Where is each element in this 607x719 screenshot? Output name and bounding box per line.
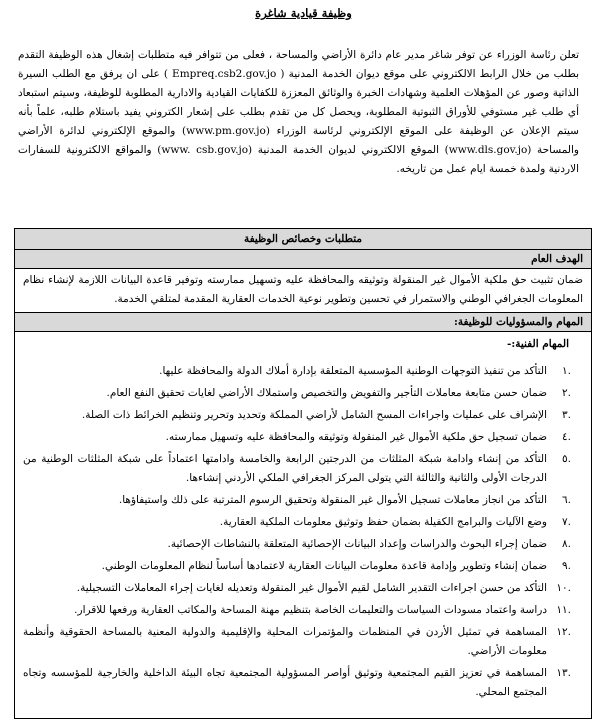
- task-item: [23, 601, 583, 620]
- task-text: التأكد من تنفيذ التوجهات الوطنية المؤسسية المتعلقة بإدارة أملاك الدولة والمحافظة عليها.: [159, 365, 547, 377]
- task-number: .٨: [562, 538, 571, 550]
- task-number: .٢: [562, 387, 571, 399]
- task-text: المساهمة في تعزيز القيم المجتمعية وتوثيق أواصر المسؤولية المجتمعية تجاه البيئة الداخلية والخارجية للمؤسسه وتجاه المجتمع المحلي.: [23, 667, 547, 698]
- task-item: [23, 579, 583, 598]
- task-number: .١١: [556, 604, 571, 616]
- task-number: .٧: [562, 516, 571, 528]
- task-text: ضمان تسجيل حق ملكية الأموال غير المنقولة وتوثيقه والمحافظة عليه وتسهيل ممارسته.: [165, 431, 547, 443]
- requirements-table: [14, 228, 592, 719]
- task-number: .٣: [562, 409, 571, 421]
- task-item: [23, 450, 583, 488]
- task-number: .١: [562, 365, 571, 377]
- task-number: .٤: [562, 431, 571, 443]
- general-goal-label: الهدف العام: [15, 250, 591, 269]
- task-number: .٩: [562, 560, 571, 572]
- task-item: [23, 406, 583, 425]
- task-text: ضمان إجراء البحوث والدراسات وإعداد البيانات الإحصائية المتعلقة بالنشاطات الإحصائية.: [167, 538, 547, 550]
- task-list: [23, 362, 583, 702]
- task-text: المساهمة في تمثيل الأردن في المنظمات والمؤتمرات المحلية والإقليمية والدولية المعنية بالمساحة الحقوقية وأنظمة معلومات الأراضي.: [23, 626, 547, 657]
- task-number: .١٣: [556, 667, 571, 679]
- task-text: ضمان إنشاء وتطوير وإدامة قاعدة معلومات البيانات العقارية لاعتمادها أساساً لنظام المعلومات الوطني.: [101, 560, 547, 572]
- task-text: التأكد من إنشاء وادامة شبكة المثلثات من الدرجتين الرابعة والخامسة وادامتها اعتماداً على شبكة المثلثات الوطنية من الدرجات الأولى والثانية والثالثة التي يتولى المركز الجغرافي الملكي الأردني إنشاءها.: [23, 453, 547, 484]
- announcement-paragraph: تعلن رئاسة الوزراء عن توفر شاغر مدير عام دائرة الأراضي والمساحة ، فعلى من تتوافر فيه متطلبات إشغال هذه الوظيفة التقدم بطلب من خلال الرابط الالكتروني على موقع ديوان الخدمة المدنية ( Empreq.csb2.gov.jo ) على ان يرفق مع الطلب السيرة الذاتية وصور عن المؤهلات العلمية وشهادات الخبرة والوثائق المعززة للكفايات القيادية والادارية المطلوبة للوظيفة، وسيتم استبعاد أي طلب غير مستوفي للأوراق الثبوتية المطلوبة، ويحصل كل من تقدم بطلب على إشعار الكتروني يفيد باستلام طلبه، علماً بأنه سيتم الإعلان عن الوظيفة على الموقع الإلكتروني لرئاسة الوزراء (www.pm.gov.jo) والموقع الإلكتروني لدائرة الأراضي والمساحة (www.dls.gov.jo) الموقع الالكتروني لديوان الخدمة المدنية (www. csb.gov.jo) والمواقع الالكترونية للسفارات الاردنية ولمدة خمسة ايام عمل من تاريخه.: [18, 49, 579, 175]
- task-text: الإشراف على عمليات واجراءات المسح الشامل لأراضي المملكة وتحديد وتحرير وتنظيم الخرائط ذات الصلة.: [81, 409, 547, 421]
- general-goal-text: ضمان تثبيت حق ملكية الأموال غير المنقولة وتوثيقه والمحافظة عليه وتسهيل ممارسته وتوفير قاعدة البيانات اللازمة لإنشاء نظام المعلومات الجغرافي الوطني والاستمرار في تحسين وتطوير نوعية الخدمات العقارية المقدمة لمتلقي الخدمة.: [15, 269, 591, 313]
- task-text: دراسة واعتماد مسودات السياسات والتعليمات الخاصة بتنظيم مهنة المساحة والمكاتب العقارية ورفعها للاقرار.: [74, 604, 547, 616]
- task-item: [23, 623, 583, 661]
- task-item: [23, 557, 583, 576]
- table-header: متطلبات وخصائص الوظيفة: [15, 229, 591, 250]
- task-text: التأكد من انجاز معاملات تسجيل الأموال غير المنقولة وتحقيق الرسوم المترتبة على ذلك واستيفاؤها.: [118, 494, 547, 506]
- task-text: التأكد من حسن اجراءات التقدير الشامل لقيم الأموال غير المنقولة وتعديله لغايات إجراء المعاملات التسجيلية.: [76, 582, 547, 594]
- task-item: [23, 664, 583, 702]
- task-number: .٥: [562, 453, 571, 465]
- task-number: .٦: [562, 494, 571, 506]
- task-item: [23, 362, 583, 381]
- task-item: [23, 428, 583, 447]
- task-number: .١٠: [556, 582, 571, 594]
- task-text: ضمان حسن متابعة معاملات التأجير والتفويض والتخصيص واستملاك الأراضي لغايات تحقيق النفع العام.: [106, 387, 547, 399]
- document-title: وظيفة قيادية شاغرة: [255, 6, 352, 20]
- task-text: وضع الآليات والبرامج الكفيلة بضمان حفظ وتوثيق معلومات الملكية العقارية.: [219, 516, 547, 528]
- technical-tasks-label: المهام الفنية:-: [506, 338, 569, 350]
- tasks-responsibilities-label: المهام والمسؤوليات للوظيفة:: [15, 313, 591, 332]
- task-number: .١٢: [556, 626, 571, 638]
- tasks-section: [15, 332, 591, 718]
- task-item: [23, 535, 583, 554]
- task-item: [23, 491, 583, 510]
- task-item: [23, 384, 583, 403]
- task-item: [23, 513, 583, 532]
